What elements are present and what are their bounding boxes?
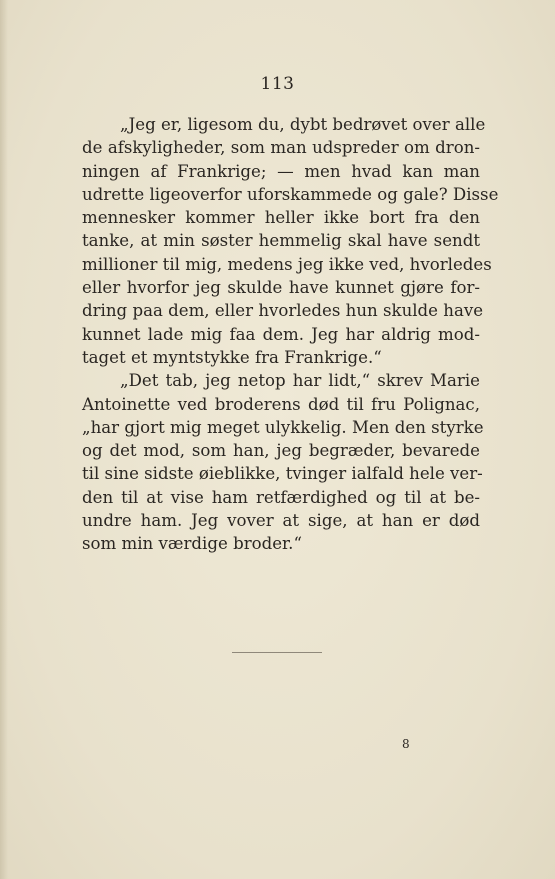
text-line: „har gjort mig meget ulykkelig. Men den styrke [82,417,484,437]
text-line: til sine sidste øieblikke, tvinger ialfald hele ver- [82,464,483,484]
text-line: „Det tab, jeg netop har lidt,“ skrev Marie [120,371,480,391]
text-line: taget et myntstykke fra Frankrige.“ [82,347,382,367]
text-line: de afskyligheder, som man udspreder om dron- [82,138,480,158]
text-line: mennesker kommer heller ikke bort fra den [82,208,480,228]
text-line: eller hvorfor jeg skulde have kunnet gjøre for- [82,278,480,298]
text-line: ningen af Frankrige; — men hvad kan man [82,161,480,181]
text-line: og det mod, som han, jeg begræder, bevarede [82,441,480,461]
text-line: „Jeg er, ligesom du, dybt bedrøvet over alle [120,115,486,134]
text-line: dring paa dem, eller hvorledes hun skulde have [82,301,484,321]
page-binding-edge [0,0,8,879]
page-number: 113 [260,74,295,94]
text-line: Antoinette ved broderens død til fru Polignac, [82,394,480,414]
text-line: den til at vise ham retfærdighed og til at be- [82,487,480,507]
separator-rule [232,652,322,653]
body-text [82,113,499,556]
text-line: som min værdige broder.“ [82,534,302,554]
text-line: undre ham. Jeg vover at sige, at han er død [82,511,480,531]
text-line: tanke, at min søster hemmelig skal have sendt [82,231,480,251]
text-line: millioner til mig, medens jeg ikke ved, hvorledes [82,254,492,274]
signature-mark: 8 [402,737,410,751]
text-line: kunnet lade mig faa dem. Jeg har aldrig mod- [82,324,480,344]
text-line: udrette ligeoverfor uforskammede og gale? Disse [82,184,499,204]
